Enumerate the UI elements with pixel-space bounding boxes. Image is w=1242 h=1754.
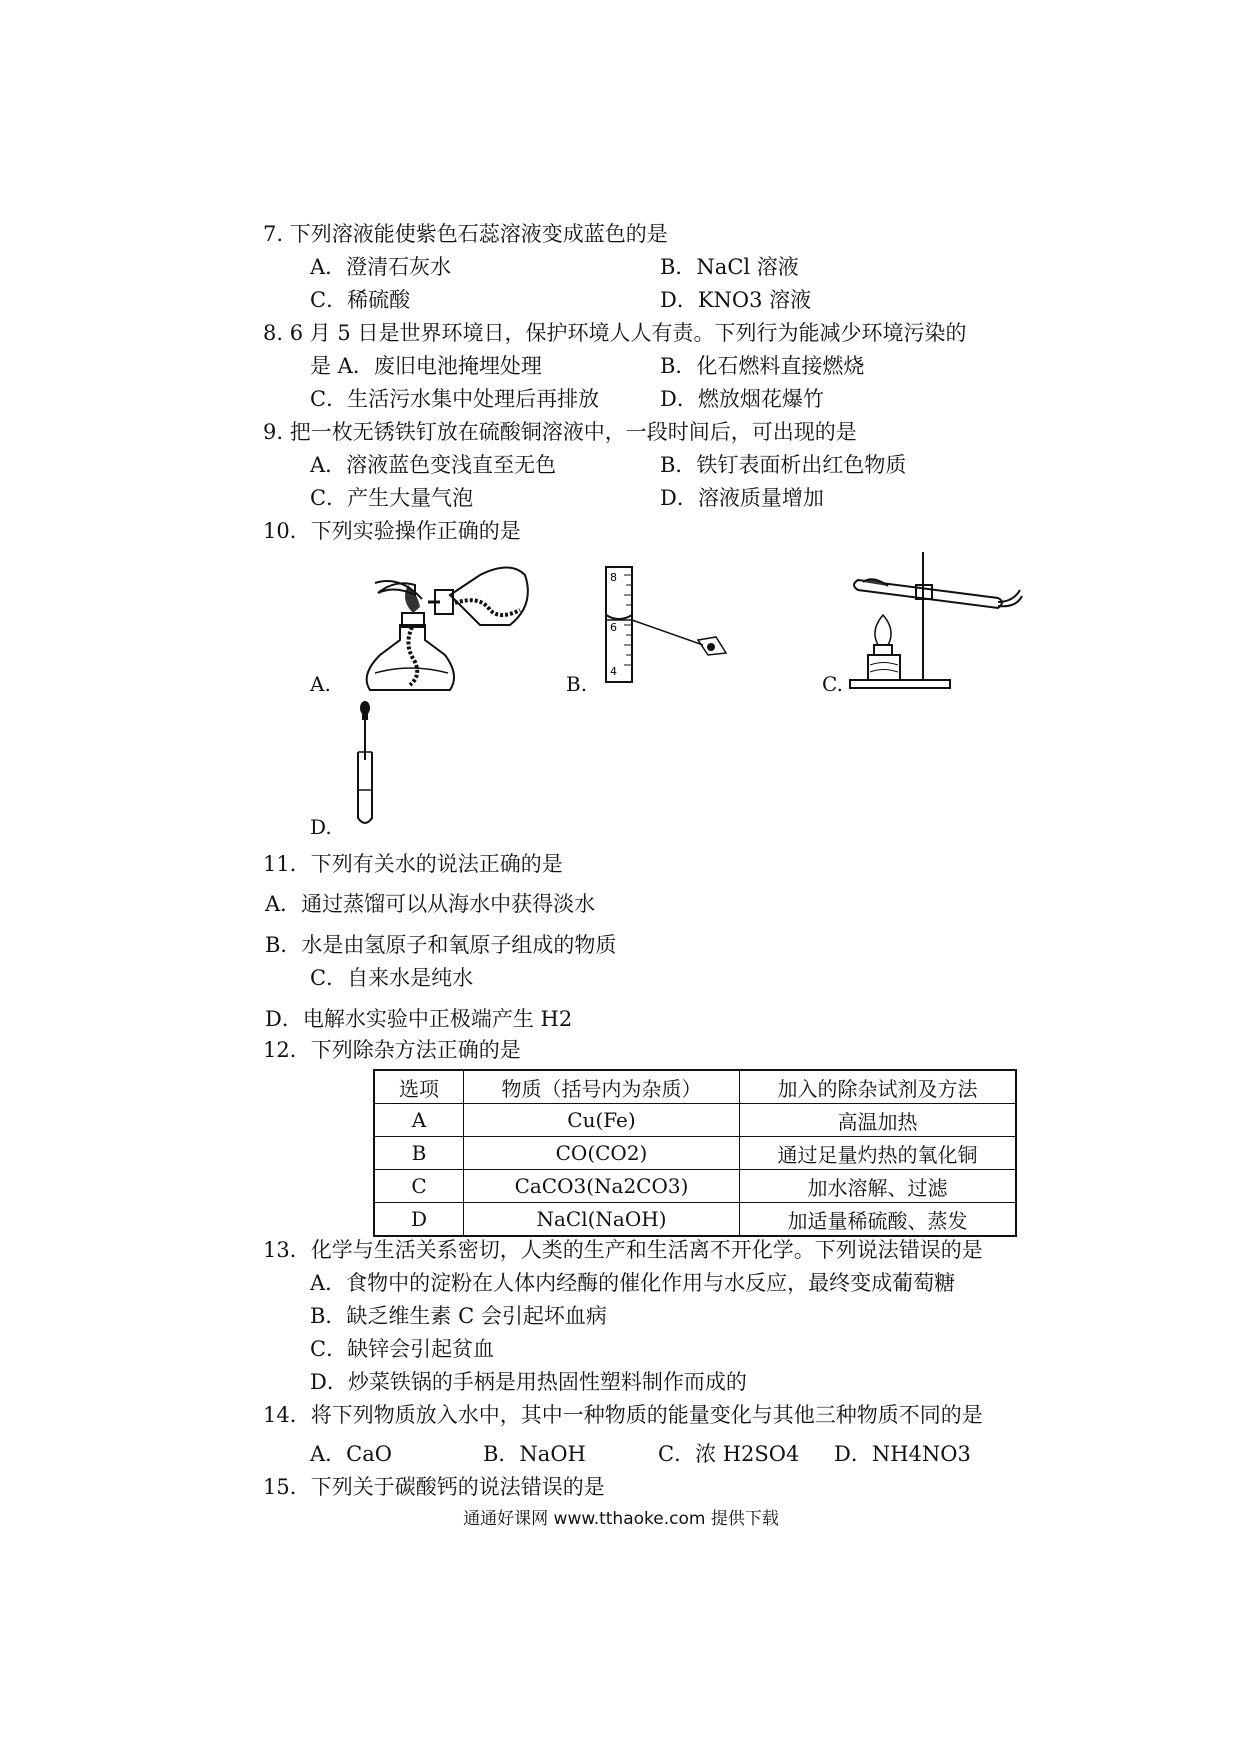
table-cell: B [374,1137,464,1170]
q8-stem: 8. 6 月 5 日是世界环境日，保护环境人人有责。下列行为能减少环境污染的 [263,321,967,345]
table-cell: 高温加热 [740,1104,1017,1137]
svg-text:6: 6 [610,621,617,634]
table-cell: 加适量稀硫酸、蒸发 [740,1203,1017,1237]
q10-label-b: B. [566,672,588,696]
q8-option-c: C．生活污水集中处理后再排放 [310,387,600,411]
q7-option-d: D．KNO3 溶液 [660,288,812,312]
q10-stem: 10．下列实验操作正确的是 [263,519,521,543]
footer-text: 通通好课网 www.tthaoke.com 提供下载 [463,1509,779,1529]
q7-option-a: A．澄清石灰水 [310,255,452,279]
table-header-cell: 物质（括号内为杂质） [464,1070,740,1104]
q11-option-a: A．通过蒸馏可以从海水中获得淡水 [265,892,596,916]
table-row [374,1104,1016,1137]
q14-option-d: D．NH4NO3 [834,1442,971,1466]
table-row [374,1203,1016,1237]
q8-option-a: 是 A．废旧电池掩埋处理 [310,354,542,378]
q9-option-c: C．产生大量气泡 [310,486,474,510]
dropper-test-tube-figure [350,700,380,830]
q15-stem: 15．下列关于碳酸钙的说法错误的是 [263,1475,605,1499]
q10-label-d: D. [310,815,332,839]
q8-option-d: D．燃放烟花爆竹 [660,387,824,411]
table-cell: CaCO3(Na2CO3) [464,1170,740,1203]
q9-option-b: B．铁钉表面析出红色物质 [660,453,907,477]
alcohol-lamp-lighting-figure [340,555,535,695]
q13-option-d: D．炒菜铁锅的手柄是用热固性塑料制作而成的 [310,1370,747,1394]
q10-label-a: A. [310,672,331,696]
table-header-cell: 选项 [374,1070,464,1104]
q11-option-d: D．电解水实验中正极端产生 H2 [265,1007,573,1031]
table-cell: D [374,1203,464,1237]
q10-label-c: C. [822,672,843,696]
svg-text:4: 4 [610,665,617,678]
graduated-cylinder-reading-figure [598,565,738,685]
table-header-cell: 加入的除杂试剂及方法 [740,1070,1017,1104]
table-cell: NaCl(NaOH) [464,1203,740,1237]
q11-stem: 11．下列有关水的说法正确的是 [263,852,563,876]
q7-option-b: B．NaCl 溶液 [660,255,799,279]
q9-option-d: D．溶液质量增加 [660,486,824,510]
q14-option-c: C．浓 H2SO4 [658,1442,800,1466]
q14-option-a: A．CaO [310,1442,392,1466]
q7-option-c: C．稀硫酸 [310,288,411,312]
q14-option-b: B．NaOH [483,1442,586,1466]
q13-option-b: B．缺乏维生素 C 会引起坏血病 [310,1304,607,1328]
q13-option-c: C．缺锌会引起贫血 [310,1337,495,1361]
q12-stem: 12．下列除杂方法正确的是 [263,1038,521,1062]
svg-text:8: 8 [610,571,617,584]
q8-option-b: B．化石燃料直接燃烧 [660,354,865,378]
impurity-removal-table [373,1069,1017,1237]
q14-stem: 14．将下列物质放入水中，其中一种物质的能量变化与其他三种物质不同的是 [263,1403,983,1427]
q13-stem: 13．化学与生活关系密切，人类的生产和生活离不开化学。下列说法错误的是 [263,1238,983,1262]
q13-option-a: A．食物中的淀粉在人体内经酶的催化作用与水反应，最终变成葡萄糖 [310,1271,956,1295]
table-cell: Cu(Fe) [464,1104,740,1137]
table-row [374,1137,1016,1170]
table-header-row [374,1070,1016,1104]
table-cell: CO(CO2) [464,1137,740,1170]
test-tube-heating-figure [848,550,1023,690]
q7-stem: 7. 下列溶液能使紫色石蕊溶液变成蓝色的是 [263,222,668,246]
q11-option-c: C．自来水是纯水 [310,966,474,990]
q9-option-a: A．溶液蓝色变浅直至无色 [310,453,557,477]
table-cell: C [374,1170,464,1203]
q11-option-b: B．水是由氢原子和氧原子组成的物质 [265,933,617,957]
table-cell: 加水溶解、过滤 [740,1170,1017,1203]
table-row [374,1170,1016,1203]
table-cell: A [374,1104,464,1137]
q9-stem: 9. 把一枚无锈铁钉放在硫酸铜溶液中，一段时间后，可出现的是 [263,420,857,444]
table-cell: 通过足量灼热的氧化铜 [740,1137,1017,1170]
